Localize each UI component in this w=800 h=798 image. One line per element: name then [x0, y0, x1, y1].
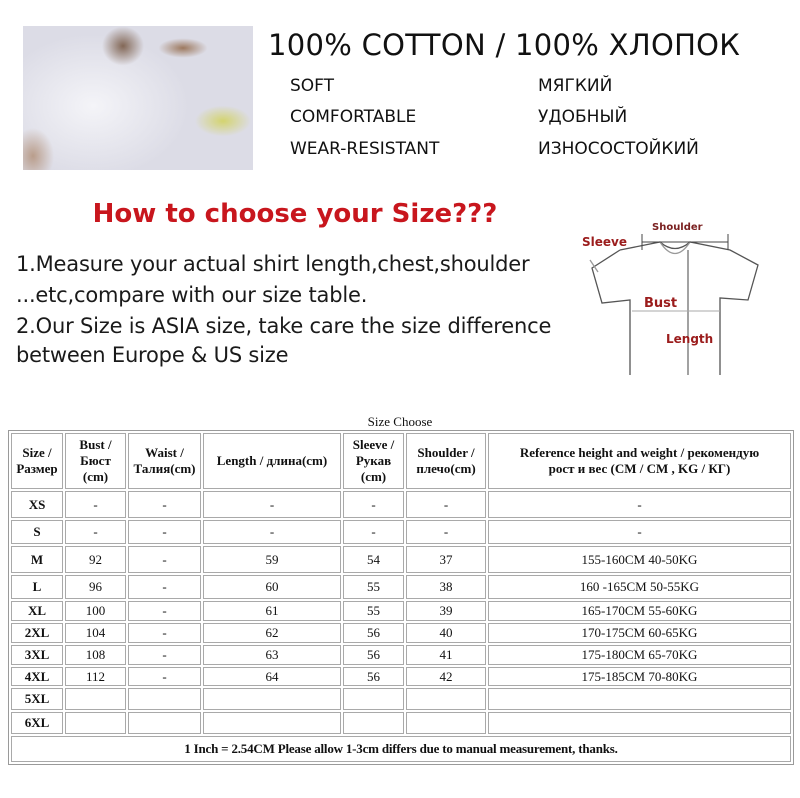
cell-bust: 92 [65, 546, 126, 573]
table-row [11, 645, 791, 665]
cell-shoulder: - [406, 520, 486, 544]
cell-size: S [11, 520, 63, 544]
cell-bust: - [65, 520, 126, 544]
table-header-row [11, 433, 791, 489]
cell-bust: 104 [65, 623, 126, 643]
feature-ru-wear-resistant: ИЗНОСОСТОЙКИЙ [538, 139, 699, 159]
cell-sleeve: - [343, 520, 404, 544]
cell-bust [65, 688, 126, 710]
table-row [11, 601, 791, 621]
table-row [11, 491, 791, 518]
table-footer-row [11, 736, 791, 762]
cell-shoulder [406, 712, 486, 734]
cell-waist: - [128, 520, 201, 544]
cell-length: - [203, 520, 341, 544]
cell-size: 3XL [11, 645, 63, 665]
cell-bust: 108 [65, 645, 126, 665]
header-size: Size / Размер [11, 433, 63, 489]
cell-waist: - [128, 546, 201, 573]
cell-shoulder [406, 688, 486, 710]
table-row [11, 546, 791, 573]
cell-waist: - [128, 575, 201, 599]
guide-line-2: ...etc,compare with our size table. [16, 283, 368, 307]
cell-reference: 175-180CM 65-70KG [488, 645, 791, 665]
cell-length: - [203, 491, 341, 518]
cell-waist [128, 688, 201, 710]
cell-shoulder: - [406, 491, 486, 518]
size-guide-title: How to choose your Size??? [92, 199, 498, 229]
cell-size: L [11, 575, 63, 599]
cell-reference: 160 -165CM 50-55KG [488, 575, 791, 599]
cell-reference: 175-185CM 70-80KG [488, 667, 791, 686]
diagram-label-sleeve: Sleeve [582, 235, 627, 249]
cell-waist: - [128, 491, 201, 518]
cell-sleeve: 55 [343, 601, 404, 621]
cell-sleeve: 55 [343, 575, 404, 599]
cell-length: 60 [203, 575, 341, 599]
cell-length: 64 [203, 667, 341, 686]
cell-bust: 112 [65, 667, 126, 686]
cell-waist: - [128, 601, 201, 621]
cell-shoulder: 42 [406, 667, 486, 686]
cell-bust: 100 [65, 601, 126, 621]
cell-waist: - [128, 645, 201, 665]
guide-line-3: 2.Our Size is ASIA size, take care the size difference [16, 314, 552, 338]
cell-sleeve: 56 [343, 623, 404, 643]
cell-sleeve: 56 [343, 645, 404, 665]
cotton-photo [23, 26, 253, 170]
cell-size: XL [11, 601, 63, 621]
cell-reference: - [488, 491, 791, 518]
cell-size: 2XL [11, 623, 63, 643]
measurement-note: 1 Inch = 2.54CM Please allow 1-3cm differs due to manual measurement, thanks. [11, 736, 791, 762]
cell-reference [488, 688, 791, 710]
cell-reference: 165-170CM 55-60KG [488, 601, 791, 621]
cell-sleeve [343, 712, 404, 734]
feature-ru-soft: МЯГКИЙ [538, 76, 613, 96]
size-chart-table [8, 430, 794, 765]
table-row [11, 520, 791, 544]
cell-length: 62 [203, 623, 341, 643]
guide-line-4: between Europe & US size [16, 343, 289, 367]
cell-sleeve: 56 [343, 667, 404, 686]
diagram-label-bust: Bust [644, 296, 678, 311]
cell-length: 61 [203, 601, 341, 621]
header-shoulder: Shoulder / плечо(cm) [406, 433, 486, 489]
cell-bust: 96 [65, 575, 126, 599]
header-length: Length / длина(cm) [203, 433, 341, 489]
table-row [11, 575, 791, 599]
table-row [11, 688, 791, 710]
tshirt-icon [580, 210, 780, 375]
table-row [11, 667, 791, 686]
header-waist: Waist / Талия(cm) [128, 433, 201, 489]
cell-size: M [11, 546, 63, 573]
cell-shoulder: 37 [406, 546, 486, 573]
cell-sleeve: - [343, 491, 404, 518]
cell-length: 63 [203, 645, 341, 665]
guide-line-1: 1.Measure your actual shirt length,chest,shoulder [16, 252, 530, 276]
cell-length [203, 688, 341, 710]
cell-shoulder: 39 [406, 601, 486, 621]
cell-reference: 170-175CM 60-65KG [488, 623, 791, 643]
cell-waist [128, 712, 201, 734]
cell-sleeve: 54 [343, 546, 404, 573]
feature-en-wear-resistant: WEAR-RESISTANT [290, 139, 440, 159]
cell-size: XS [11, 491, 63, 518]
cell-reference: 155-160CM 40-50KG [488, 546, 791, 573]
feature-en-soft: SOFT [290, 76, 335, 96]
material-title: 100% COTTON / 100% ХЛОПОК [268, 28, 741, 62]
cell-shoulder: 40 [406, 623, 486, 643]
header-bust: Bust / Бюст (cm) [65, 433, 126, 489]
header-sleeve: Sleeve / Рукав (cm) [343, 433, 404, 489]
feature-ru-comfortable: УДОБНЫЙ [538, 107, 628, 127]
cell-waist: - [128, 667, 201, 686]
cell-reference [488, 712, 791, 734]
feature-en-comfortable: COMFORTABLE [290, 107, 417, 127]
table-caption: Size Choose [367, 414, 433, 429]
cell-bust [65, 712, 126, 734]
cell-shoulder: 41 [406, 645, 486, 665]
cell-shoulder: 38 [406, 575, 486, 599]
table-row [11, 623, 791, 643]
shirt-measurement-diagram [580, 210, 780, 375]
cell-size: 6XL [11, 712, 63, 734]
cell-length [203, 712, 341, 734]
cell-length: 59 [203, 546, 341, 573]
cell-sleeve [343, 688, 404, 710]
cell-size: 4XL [11, 667, 63, 686]
cell-bust: - [65, 491, 126, 518]
diagram-label-length: Length [666, 332, 714, 346]
header-reference: Reference height and weight / рекомендую рост и вес (CM / CM , KG / КГ) [488, 433, 791, 489]
table-row [11, 712, 791, 734]
cell-waist: - [128, 623, 201, 643]
cell-reference: - [488, 520, 791, 544]
diagram-label-shoulder: Shoulder [652, 222, 703, 233]
cell-size: 5XL [11, 688, 63, 710]
